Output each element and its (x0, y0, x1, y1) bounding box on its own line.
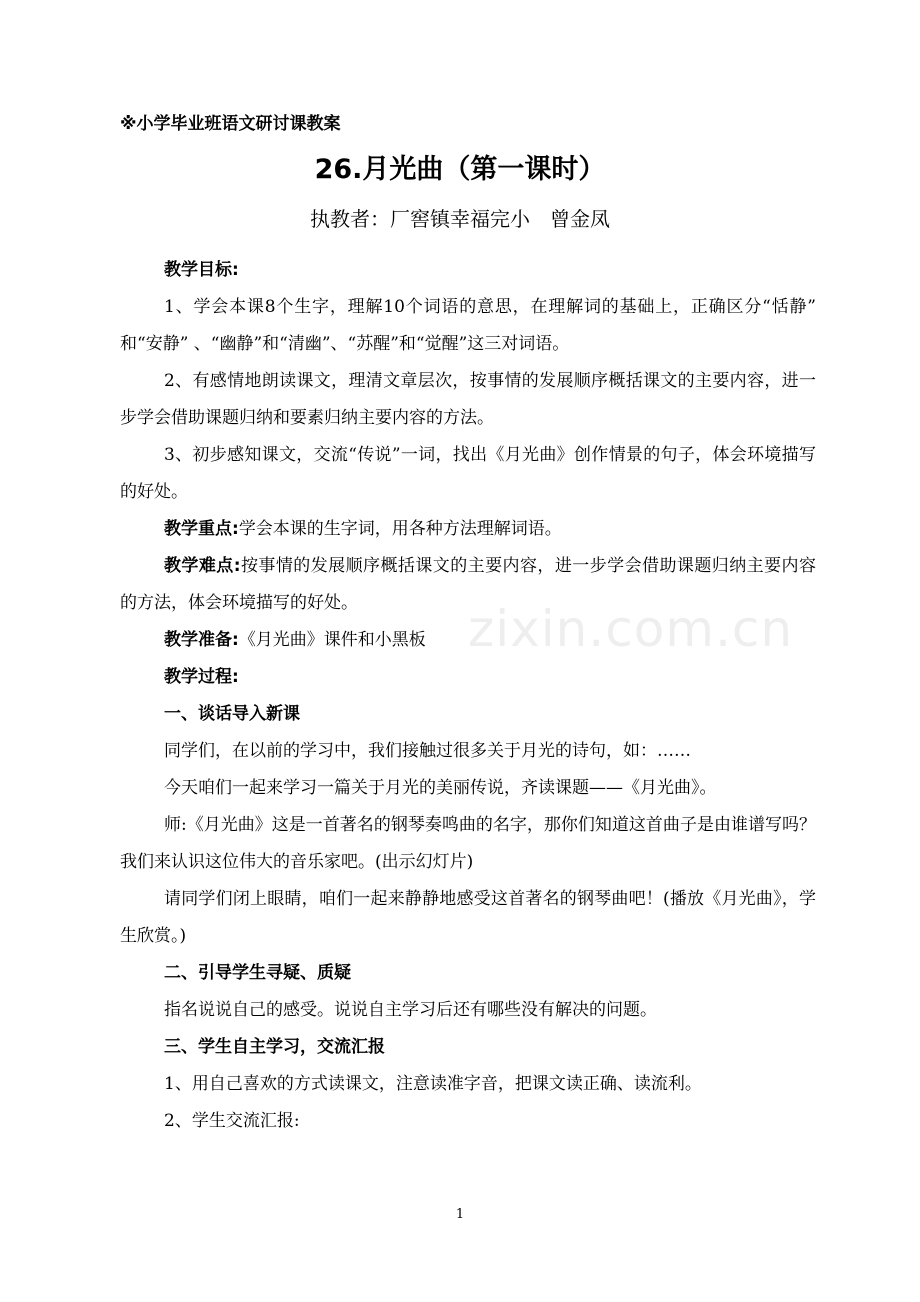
section-paragraph: 同学们，在以前的学习中，我们接触过很多关于月光的诗句，如：…… (164, 741, 691, 761)
objective-item: 2、有感情地朗读课文，理清文章层次，按事情的发展顺序概括课文的主要内容，进一步学会借助课题归纳和要素归纳主要内容的方法。 (120, 371, 816, 428)
section-heading: 二、引导学生寻疑、质疑 (164, 963, 351, 983)
section-heading: 三、学生自主学习，交流汇报 (164, 1037, 385, 1057)
section-paragraph: 师:《月光曲》这是一首著名的钢琴奏鸣曲的名字，那你们知道这首曲子是由谁谱写吗？我们来认识这位伟大的音乐家吧。(出示幻灯片) (120, 815, 816, 872)
process-label: 教学过程: (164, 667, 239, 687)
section-paragraph: 2、学生交流汇报: (164, 1111, 300, 1131)
difficulty-text: 按事情的发展顺序概括课文的主要内容，进一步学会借助课题归纳主要内容的方法，体会环境描写的好处。 (120, 556, 816, 613)
objective-item: 1、学会本课8个生字，理解10个词语的意思，在理解词的基础上，正确区分“恬静” 和“安静” 、“幽静”和“清幽”、“苏醒”和“觉醒”这三对词语。 (120, 297, 816, 354)
page-number: 1 (455, 1207, 465, 1222)
section-paragraph: 今天咱们一起来学习一篇关于月光的美丽传说，齐读课题——《月光曲》。 (164, 778, 717, 798)
key-point (120, 511, 816, 548)
difficulty-label: 教学难点: (164, 556, 241, 576)
section-paragraph: 请同学们闭上眼睛，咱们一起来静静地感受这首著名的钢琴曲吧！(播放《月光曲》，学生欣赏。) (120, 889, 816, 946)
document-body (120, 252, 816, 1140)
section-paragraph: 指名说说自己的感受。说说自主学习后还有哪些没有解决的问题。 (164, 1000, 657, 1020)
key-point-text: 学会本课的生字词，用各种方法理解词语。 (238, 519, 562, 539)
header-note: ※小学毕业班语文研讨课教案 (120, 114, 341, 134)
section-paragraph: 1、用自己喜欢的方式读课文，注意读准字音，把课文读正确、读流利。 (164, 1074, 702, 1094)
watermark: zixin.com.cn (468, 600, 794, 658)
objective-item: 3、初步感知课文，交流“传说”一词，找出《月光曲》创作情景的句子，体会环境描写的好处。 (120, 445, 816, 502)
key-point-label: 教学重点: (164, 519, 239, 539)
preparation (120, 622, 816, 659)
preparation-label: 教学准备: (164, 630, 239, 650)
section-heading: 一、谈话导入新课 (164, 704, 300, 724)
lesson-title: 26.月光曲（第一课时） (314, 154, 606, 185)
preparation-text: 《月光曲》课件和小黑板 (238, 630, 426, 650)
difficulty (120, 548, 816, 622)
author-line: 执教者：厂窖镇幸福完小 曾金凤 (310, 207, 610, 231)
objectives-label: 教学目标: (164, 260, 239, 280)
